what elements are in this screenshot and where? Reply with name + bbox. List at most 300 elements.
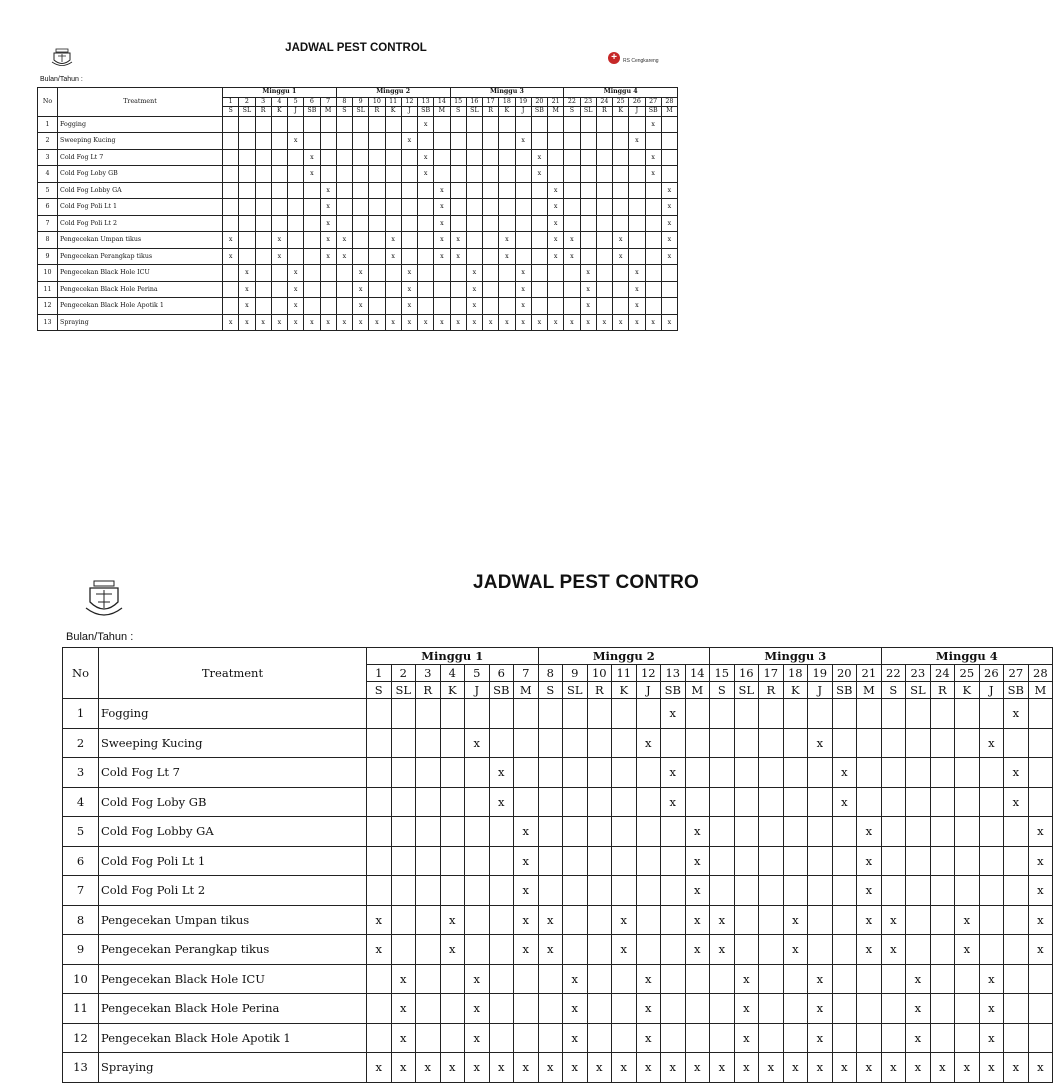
schedule-cell <box>930 1023 955 1053</box>
schedule-cell <box>710 846 735 876</box>
schedule-cell <box>336 133 352 150</box>
schedule-mark: x <box>465 1023 490 1053</box>
schedule-cell <box>499 133 515 150</box>
day-code: J <box>288 107 304 117</box>
day-code: S <box>538 682 563 699</box>
schedule-cell <box>538 699 563 729</box>
day-code: J <box>515 107 531 117</box>
day-number: 17 <box>759 665 784 682</box>
schedule-cell <box>955 964 980 994</box>
schedule-mark: x <box>391 994 416 1024</box>
schedule-mark: x <box>499 314 515 331</box>
schedule-cell <box>548 265 564 282</box>
day-number: 6 <box>489 665 514 682</box>
schedule-cell <box>881 876 906 906</box>
schedule-cell <box>489 935 514 965</box>
schedule-cell <box>783 964 808 994</box>
schedule-cell <box>710 699 735 729</box>
schedule-cell <box>587 994 612 1024</box>
schedule-cell <box>353 182 369 199</box>
row-number: 10 <box>38 265 58 282</box>
schedule-cell <box>710 817 735 847</box>
schedule-mark: x <box>881 1053 906 1083</box>
schedule-cell <box>450 116 466 133</box>
schedule-cell <box>587 876 612 906</box>
row-number: 1 <box>63 699 99 729</box>
schedule-mark: x <box>548 248 564 265</box>
table-row <box>38 199 678 216</box>
schedule-cell <box>881 787 906 817</box>
schedule-mark: x <box>515 298 531 315</box>
schedule-cell <box>385 182 401 199</box>
schedule-mark: x <box>661 758 686 788</box>
schedule-mark: x <box>979 1053 1004 1083</box>
day-code: J <box>636 682 661 699</box>
schedule-cell <box>645 182 661 199</box>
schedule-cell <box>385 215 401 232</box>
schedule-cell <box>857 699 882 729</box>
schedule-cell <box>271 182 287 199</box>
schedule-cell <box>255 215 271 232</box>
treatment-name: Pengecekan Umpan tikus <box>58 232 223 249</box>
schedule-mark: x <box>239 314 255 331</box>
pest-control-table <box>37 87 678 331</box>
schedule-mark: x <box>685 876 710 906</box>
schedule-mark: x <box>514 817 539 847</box>
schedule-cell <box>483 133 499 150</box>
schedule-cell <box>514 699 539 729</box>
schedule-cell <box>930 728 955 758</box>
schedule-cell <box>418 248 434 265</box>
schedule-mark: x <box>661 787 686 817</box>
schedule-mark: x <box>223 232 239 249</box>
week-header: Minggu 1 <box>367 648 539 665</box>
schedule-mark: x <box>685 905 710 935</box>
schedule-cell <box>336 298 352 315</box>
schedule-mark: x <box>857 935 882 965</box>
schedule-cell <box>538 758 563 788</box>
schedule-mark: x <box>1004 699 1029 729</box>
schedule-mark: x <box>465 1053 490 1083</box>
schedule-cell <box>832 905 857 935</box>
day-code: M <box>434 107 450 117</box>
schedule-cell <box>955 1023 980 1053</box>
treatment-name: Spraying <box>58 314 223 331</box>
table-row <box>63 1053 1053 1083</box>
schedule-mark: x <box>587 1053 612 1083</box>
schedule-cell <box>418 133 434 150</box>
schedule-cell <box>906 846 931 876</box>
schedule-mark: x <box>857 905 882 935</box>
day-code: K <box>440 682 465 699</box>
table-row <box>38 232 678 249</box>
schedule-mark: x <box>514 1053 539 1083</box>
period-label: Bulan/Tahun : <box>40 76 83 83</box>
row-number: 7 <box>38 215 58 232</box>
day-code: S <box>367 682 392 699</box>
treatment-name: Pengecekan Umpan tikus <box>99 905 367 935</box>
schedule-mark: x <box>734 964 759 994</box>
schedule-cell <box>369 149 385 166</box>
schedule-cell <box>255 265 271 282</box>
schedule-cell <box>930 935 955 965</box>
page-title: JADWAL PEST CONTROL <box>285 42 427 54</box>
week-header: Minggu 1 <box>223 88 337 98</box>
schedule-cell <box>1004 846 1029 876</box>
schedule-mark: x <box>440 1053 465 1083</box>
schedule-cell <box>367 846 392 876</box>
schedule-cell <box>629 248 645 265</box>
schedule-cell <box>304 199 320 216</box>
day-number: 5 <box>465 665 490 682</box>
schedule-mark: x <box>440 935 465 965</box>
schedule-cell <box>759 905 784 935</box>
day-number: 3 <box>255 97 271 107</box>
treatment-column-header: Treatment <box>58 88 223 117</box>
schedule-cell <box>466 182 482 199</box>
schedule-cell <box>514 758 539 788</box>
schedule-cell <box>499 182 515 199</box>
schedule-cell <box>271 298 287 315</box>
schedule-cell <box>391 846 416 876</box>
schedule-cell <box>450 281 466 298</box>
day-number: 13 <box>661 665 686 682</box>
schedule-mark: x <box>734 994 759 1024</box>
schedule-cell <box>580 166 596 183</box>
schedule-cell <box>564 182 580 199</box>
day-number: 14 <box>685 665 710 682</box>
schedule-mark: x <box>440 905 465 935</box>
schedule-cell <box>564 215 580 232</box>
schedule-cell <box>385 133 401 150</box>
schedule-mark: x <box>564 248 580 265</box>
schedule-cell <box>367 699 392 729</box>
schedule-cell <box>385 149 401 166</box>
schedule-cell <box>979 758 1004 788</box>
schedule-cell <box>759 876 784 906</box>
schedule-cell <box>596 232 612 249</box>
schedule-mark: x <box>401 298 417 315</box>
schedule-cell <box>271 215 287 232</box>
schedule-mark: x <box>499 248 515 265</box>
schedule-cell <box>288 232 304 249</box>
pest-control-table <box>62 647 1053 1083</box>
week-header: Minggu 4 <box>564 88 678 98</box>
schedule-mark: x <box>629 281 645 298</box>
schedule-cell <box>440 758 465 788</box>
schedule-cell <box>416 728 441 758</box>
schedule-cell <box>645 232 661 249</box>
schedule-cell <box>580 149 596 166</box>
schedule-cell <box>1028 1023 1053 1053</box>
schedule-cell <box>710 758 735 788</box>
schedule-cell <box>401 199 417 216</box>
schedule-mark: x <box>1028 876 1053 906</box>
schedule-cell <box>734 787 759 817</box>
schedule-mark: x <box>320 199 336 216</box>
schedule-mark: x <box>271 314 287 331</box>
schedule-cell <box>391 876 416 906</box>
schedule-cell <box>255 166 271 183</box>
day-number: 19 <box>515 97 531 107</box>
treatment-name: Sweeping Kucing <box>99 728 367 758</box>
table-row <box>63 935 1053 965</box>
schedule-cell <box>440 817 465 847</box>
schedule-cell <box>710 728 735 758</box>
day-number: 10 <box>587 665 612 682</box>
schedule-cell <box>1004 964 1029 994</box>
row-number: 10 <box>63 964 99 994</box>
schedule-mark: x <box>832 1053 857 1083</box>
schedule-cell <box>223 133 239 150</box>
schedule-cell <box>734 817 759 847</box>
schedule-cell <box>710 787 735 817</box>
schedule-cell <box>255 232 271 249</box>
day-code: K <box>385 107 401 117</box>
schedule-cell <box>336 166 352 183</box>
schedule-mark: x <box>434 232 450 249</box>
row-number: 9 <box>63 935 99 965</box>
schedule-cell <box>636 758 661 788</box>
day-code: SB <box>661 682 686 699</box>
schedule-mark: x <box>288 265 304 282</box>
treatment-name: Fogging <box>58 116 223 133</box>
schedule-cell <box>271 265 287 282</box>
schedule-cell <box>596 133 612 150</box>
schedule-mark: x <box>401 133 417 150</box>
row-number: 9 <box>38 248 58 265</box>
schedule-cell <box>418 182 434 199</box>
day-number: 14 <box>434 97 450 107</box>
schedule-cell <box>906 817 931 847</box>
schedule-cell <box>685 728 710 758</box>
schedule-cell <box>538 1023 563 1053</box>
table-row <box>38 182 678 199</box>
schedule-mark: x <box>531 314 547 331</box>
schedule-cell <box>783 817 808 847</box>
schedule-mark: x <box>385 232 401 249</box>
schedule-cell <box>353 232 369 249</box>
schedule-cell <box>418 281 434 298</box>
schedule-cell <box>367 817 392 847</box>
row-number: 8 <box>38 232 58 249</box>
day-code: K <box>499 107 515 117</box>
schedule-cell <box>613 265 629 282</box>
day-code: M <box>548 107 564 117</box>
schedule-mark: x <box>434 199 450 216</box>
schedule-cell <box>661 265 677 282</box>
schedule-cell <box>466 133 482 150</box>
schedule-cell <box>538 846 563 876</box>
schedule-mark: x <box>418 314 434 331</box>
schedule-cell <box>548 149 564 166</box>
day-code: S <box>336 107 352 117</box>
day-number: 7 <box>320 97 336 107</box>
day-code: SB <box>832 682 857 699</box>
schedule-cell <box>416 876 441 906</box>
schedule-cell <box>367 964 392 994</box>
day-code: R <box>255 107 271 117</box>
schedule-mark: x <box>613 248 629 265</box>
schedule-cell <box>832 817 857 847</box>
schedule-cell <box>304 281 320 298</box>
schedule-cell <box>450 215 466 232</box>
schedule-cell <box>759 817 784 847</box>
schedule-mark: x <box>239 265 255 282</box>
schedule-cell <box>483 149 499 166</box>
schedule-cell <box>587 728 612 758</box>
schedule-cell <box>515 232 531 249</box>
schedule-cell <box>661 133 677 150</box>
schedule-cell <box>580 232 596 249</box>
row-number: 3 <box>63 758 99 788</box>
schedule-cell <box>223 298 239 315</box>
schedule-cell <box>401 215 417 232</box>
schedule-cell <box>271 116 287 133</box>
schedule-cell <box>832 964 857 994</box>
treatment-name: Cold Fog Lobby GA <box>99 817 367 847</box>
schedule-cell <box>369 199 385 216</box>
schedule-mark: x <box>515 314 531 331</box>
schedule-cell <box>255 281 271 298</box>
schedule-cell <box>636 905 661 935</box>
schedule-mark: x <box>385 248 401 265</box>
schedule-mark: x <box>367 1053 392 1083</box>
schedule-cell <box>832 935 857 965</box>
day-code: S <box>564 107 580 117</box>
schedule-cell <box>734 846 759 876</box>
schedule-cell <box>401 149 417 166</box>
schedule-cell <box>489 817 514 847</box>
day-number: 17 <box>483 97 499 107</box>
schedule-cell <box>759 994 784 1024</box>
schedule-cell <box>612 994 637 1024</box>
schedule-cell <box>239 232 255 249</box>
schedule-mark: x <box>465 964 490 994</box>
table-row <box>38 281 678 298</box>
schedule-cell <box>808 846 833 876</box>
schedule-cell <box>391 935 416 965</box>
day-number: 20 <box>832 665 857 682</box>
schedule-cell <box>734 728 759 758</box>
schedule-cell <box>548 298 564 315</box>
schedule-mark: x <box>538 905 563 935</box>
schedule-cell <box>881 728 906 758</box>
schedule-cell <box>955 758 980 788</box>
schedule-cell <box>596 248 612 265</box>
schedule-mark: x <box>710 1053 735 1083</box>
hospital-cross-icon: + <box>608 52 620 64</box>
row-number: 7 <box>63 876 99 906</box>
schedule-cell <box>563 758 588 788</box>
row-number: 2 <box>63 728 99 758</box>
schedule-mark: x <box>685 1053 710 1083</box>
schedule-cell <box>612 817 637 847</box>
schedule-cell <box>596 298 612 315</box>
schedule-mark: x <box>629 298 645 315</box>
schedule-mark: x <box>661 1053 686 1083</box>
schedule-cell <box>434 265 450 282</box>
schedule-cell <box>906 935 931 965</box>
schedule-cell <box>465 787 490 817</box>
schedule-mark: x <box>661 699 686 729</box>
day-code: S <box>450 107 466 117</box>
treatment-name: Pengecekan Black Hole Apotik 1 <box>58 298 223 315</box>
schedule-mark: x <box>1028 1053 1053 1083</box>
schedule-mark: x <box>629 133 645 150</box>
schedule-cell <box>564 116 580 133</box>
schedule-mark: x <box>466 281 482 298</box>
schedule-cell <box>636 876 661 906</box>
schedule-mark: x <box>465 994 490 1024</box>
day-code: SB <box>304 107 320 117</box>
schedule-cell <box>255 248 271 265</box>
schedule-cell <box>239 166 255 183</box>
day-number: 13 <box>418 97 434 107</box>
schedule-cell <box>645 133 661 150</box>
schedule-mark: x <box>416 1053 441 1083</box>
day-number: 1 <box>367 665 392 682</box>
schedule-cell <box>367 728 392 758</box>
treatment-name: Pengecekan Black Hole Apotik 1 <box>99 1023 367 1053</box>
schedule-cell <box>440 787 465 817</box>
schedule-cell <box>783 787 808 817</box>
schedule-cell <box>391 787 416 817</box>
schedule-cell <box>353 199 369 216</box>
schedule-mark: x <box>808 1023 833 1053</box>
schedule-mark: x <box>580 298 596 315</box>
schedule-cell <box>563 817 588 847</box>
schedule-mark: x <box>450 248 466 265</box>
schedule-cell <box>580 199 596 216</box>
schedule-mark: x <box>353 281 369 298</box>
schedule-cell <box>440 728 465 758</box>
schedule-cell <box>563 699 588 729</box>
schedule-cell <box>465 758 490 788</box>
schedule-cell <box>1004 1023 1029 1053</box>
schedule-cell <box>271 133 287 150</box>
schedule-cell <box>734 699 759 729</box>
day-code: SB <box>489 682 514 699</box>
schedule-cell <box>499 149 515 166</box>
row-number: 3 <box>38 149 58 166</box>
schedule-cell <box>255 199 271 216</box>
treatment-name: Cold Fog Loby GB <box>99 787 367 817</box>
schedule-mark: x <box>288 281 304 298</box>
schedule-cell <box>629 199 645 216</box>
schedule-cell <box>391 905 416 935</box>
schedule-cell <box>304 133 320 150</box>
schedule-cell <box>483 298 499 315</box>
schedule-mark: x <box>857 846 882 876</box>
row-number: 12 <box>63 1023 99 1053</box>
day-code: K <box>783 682 808 699</box>
schedule-cell <box>783 728 808 758</box>
schedule-mark: x <box>808 964 833 994</box>
schedule-cell <box>930 876 955 906</box>
schedule-cell <box>563 846 588 876</box>
day-number: 27 <box>1004 665 1029 682</box>
day-number: 20 <box>531 97 547 107</box>
schedule-cell <box>612 699 637 729</box>
schedule-mark: x <box>385 314 401 331</box>
schedule-cell <box>489 994 514 1024</box>
schedule-cell <box>710 1023 735 1053</box>
schedule-cell <box>636 787 661 817</box>
day-number: 16 <box>734 665 759 682</box>
schedule-mark: x <box>391 964 416 994</box>
schedule-cell <box>661 905 686 935</box>
